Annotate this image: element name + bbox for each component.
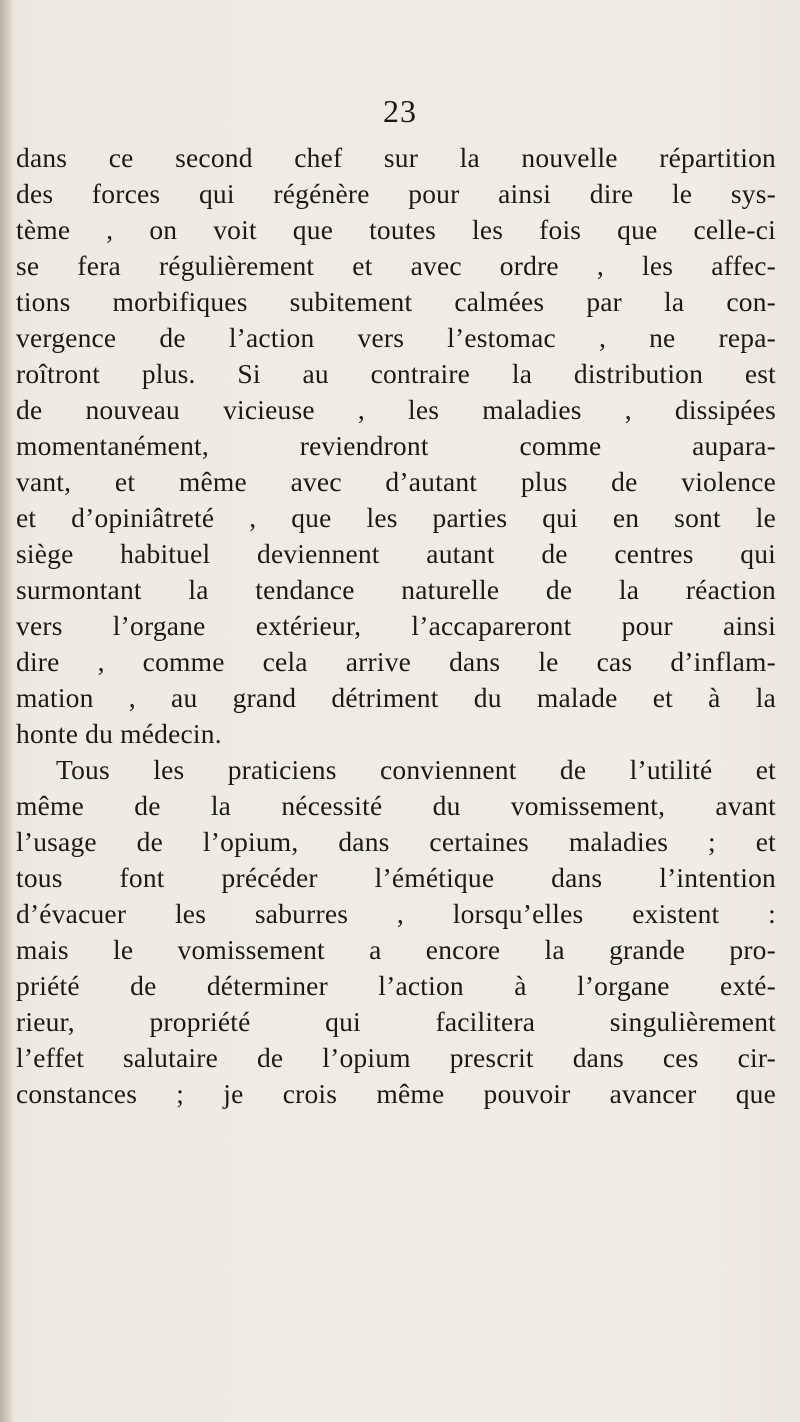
text-line: l’effet salutaire de l’opium prescrit dans ces cir-: [16, 1042, 776, 1073]
text-line: dire , comme cela arrive dans le cas d’inflam-: [16, 646, 776, 677]
text-line: mation , au grand détriment du malade et à la: [16, 682, 776, 713]
text-line: roîtront plus. Si au contraire la distribution est: [16, 358, 776, 389]
text-line: même de la nécessité du vomissement, avant: [16, 790, 776, 821]
body-text: [16, 140, 776, 1112]
text-line: surmontant la tendance naturelle de la réaction: [16, 574, 776, 605]
page-gutter-shadow: [0, 0, 14, 1422]
text-line: de nouveau vicieuse , les maladies , dissipées: [16, 394, 776, 425]
text-line: et d’opiniâtreté , que les parties qui en sont le: [16, 502, 776, 533]
text-line: constances ; je crois même pouvoir avancer que: [16, 1078, 776, 1109]
text-line: se fera régulièrement et avec ordre , les affec-: [16, 250, 776, 281]
text-line: mais le vomissement a encore la grande pro-: [16, 934, 776, 965]
text-line: dans ce second chef sur la nouvelle répartition: [16, 142, 776, 173]
text-line: d’évacuer les saburres , lorsqu’elles existent :: [16, 898, 776, 929]
page-number: 23: [383, 93, 417, 129]
text-line: rieur, propriété qui facilitera singulièrement: [16, 1006, 776, 1037]
text-line: tions morbifiques subitement calmées par la con-: [16, 286, 776, 317]
text-line: l’usage de l’opium, dans certaines maladies ; et: [16, 826, 776, 857]
text-line: tous font précéder l’émétique dans l’intention: [16, 862, 776, 893]
text-line: vant, et même avec d’autant plus de violence: [16, 466, 776, 497]
text-line: Tous les praticiens conviennent de l’utilité et: [56, 754, 776, 785]
text-line: honte du médecin.: [16, 718, 222, 749]
text-line: vers l’organe extérieur, l’accapareront pour ainsi: [16, 610, 776, 641]
text-line: tème , on voit que toutes les fois que celle-ci: [16, 214, 776, 245]
text-line: vergence de l’action vers l’estomac , ne repa-: [16, 322, 776, 353]
text-line: des forces qui régénère pour ainsi dire le sys-: [16, 178, 776, 209]
text-line: siège habituel deviennent autant de centres qui: [16, 538, 776, 569]
text-line: momentanément, reviendront comme aupara-: [16, 430, 776, 461]
text-line: priété de déterminer l’action à l’organe exté-: [16, 970, 776, 1001]
